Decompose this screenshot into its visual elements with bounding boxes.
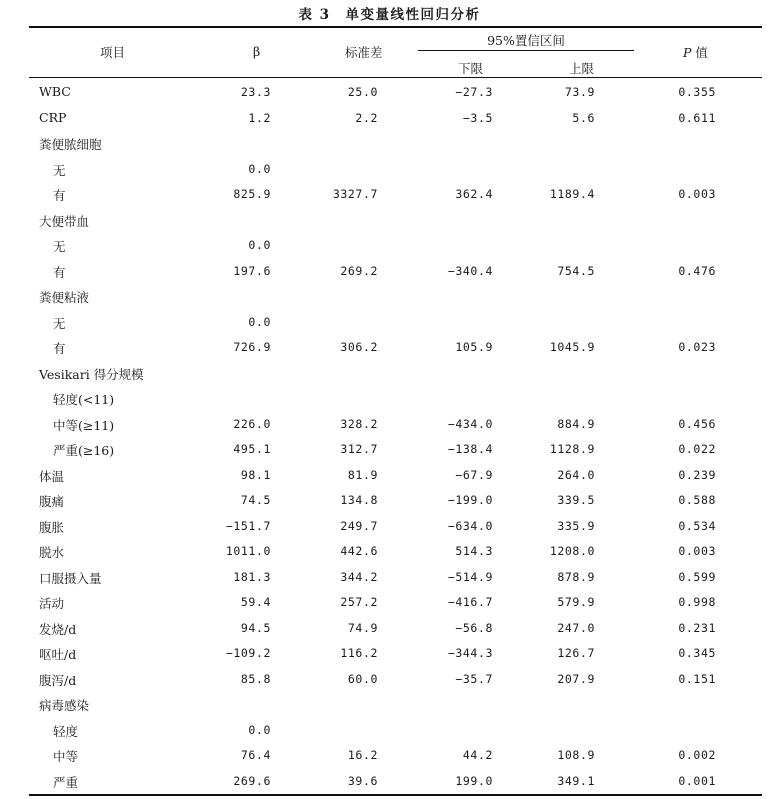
cell-beta: 23.3: [240, 85, 271, 99]
cell-upper: 579.9: [557, 595, 595, 609]
cell-lower: 362.4: [455, 187, 493, 201]
cell-beta: 0.0: [248, 161, 271, 176]
cell-lower: −344.3: [447, 646, 493, 660]
cell-se: 312.7: [340, 442, 378, 456]
row-label: 腹胀: [39, 519, 65, 535]
cell-beta: 1.2: [248, 110, 271, 125]
row-label: 严重(≥16): [53, 443, 115, 458]
cell-p: 0.022: [678, 442, 716, 456]
table-top-rule: [29, 26, 762, 28]
row-label: 口服摄入量: [39, 570, 102, 586]
cell-lower: 514.3: [455, 544, 493, 558]
row-label: 大便带血: [39, 213, 90, 229]
cell-se: 257.2: [340, 595, 378, 609]
cell-lower: −340.4: [447, 263, 493, 278]
cell-upper: 1208.0: [549, 544, 595, 558]
cell-beta: 94.5: [240, 620, 271, 635]
cell-beta: 74.5: [240, 493, 271, 507]
header-p-letter: P: [683, 45, 692, 60]
row-label: 轻度(<11): [53, 392, 115, 407]
cell-se: 269.2: [340, 263, 378, 278]
cell-lower: −67.9: [455, 467, 493, 482]
row-label: 无: [53, 315, 66, 331]
cell-lower: 44.2: [462, 748, 493, 762]
header-p-value: [683, 43, 708, 61]
cell-se: 2.2: [355, 110, 378, 125]
row-label: 无: [53, 239, 66, 254]
header-p-suffix: 值: [695, 45, 708, 60]
cell-upper: 73.9: [564, 85, 595, 99]
header-item: 项目: [100, 45, 126, 60]
cell-lower: −35.7: [455, 671, 493, 686]
cell-beta: 59.4: [240, 595, 271, 609]
cell-beta: 0.0: [248, 238, 271, 252]
cell-se: 74.9: [347, 620, 378, 635]
cell-p: 0.534: [678, 518, 716, 533]
cell-upper: 335.9: [557, 518, 595, 533]
cell-beta: 1011.0: [225, 544, 271, 558]
cell-upper: 247.0: [557, 620, 595, 635]
cell-upper: 878.9: [557, 569, 595, 584]
cell-upper: 754.5: [557, 263, 595, 278]
cell-lower: −434.0: [447, 416, 493, 431]
row-label: 发烧/d: [39, 621, 77, 637]
row-label: 体温: [39, 468, 65, 484]
cell-upper: 884.9: [557, 416, 595, 431]
cell-upper: 339.5: [557, 493, 595, 507]
cell-p: 0.003: [678, 187, 716, 201]
row-label: 轻度: [53, 723, 79, 739]
header-upper: 上限: [569, 61, 595, 76]
cell-beta: 98.1: [240, 467, 271, 482]
cell-beta: 181.3: [233, 569, 271, 584]
cell-beta: 0.0: [248, 722, 271, 737]
cell-lower: −514.9: [447, 569, 493, 584]
cell-p: 0.023: [678, 340, 716, 354]
cell-upper: 1189.4: [549, 187, 595, 201]
header-beta: β: [253, 44, 261, 59]
row-label: 病毒感染: [39, 698, 90, 713]
cell-beta: 495.1: [233, 442, 271, 456]
cell-p: 0.001: [678, 773, 716, 788]
cell-se: 442.6: [340, 544, 378, 558]
header-std-dev: 标准差: [345, 45, 383, 60]
cell-se: 60.0: [347, 671, 378, 686]
row-label: 中等: [53, 749, 79, 764]
cell-lower: −634.0: [447, 518, 493, 533]
cell-upper: 349.1: [557, 773, 595, 788]
cell-se: 3327.7: [332, 187, 378, 201]
row-label: 脱水: [39, 545, 65, 560]
row-label: 严重: [53, 774, 79, 790]
cell-beta: 226.0: [233, 416, 271, 431]
cell-p: 0.998: [678, 595, 716, 609]
cell-p: 0.239: [678, 467, 716, 482]
row-label: 有: [53, 264, 66, 280]
cell-beta: −151.7: [225, 518, 271, 533]
row-label: 粪便粘液: [39, 290, 90, 305]
cell-p: 0.588: [678, 493, 716, 507]
cell-beta: 0.0: [248, 314, 271, 329]
cell-p: 0.355: [678, 85, 716, 99]
cell-beta: −109.2: [225, 646, 271, 660]
cell-lower: −27.3: [455, 85, 493, 99]
header-lower: 下限: [458, 61, 484, 76]
row-label: Vesikari 得分规模: [39, 366, 144, 382]
cell-p: 0.003: [678, 544, 716, 558]
cell-beta: 85.8: [240, 671, 271, 686]
cell-beta: 197.6: [233, 263, 271, 278]
cell-beta: 726.9: [233, 340, 271, 354]
row-label: 呕吐/d: [39, 647, 77, 662]
cell-p: 0.476: [678, 263, 716, 278]
cell-p: 0.456: [678, 416, 716, 431]
cell-upper: 126.7: [557, 646, 595, 660]
cell-se: 306.2: [340, 340, 378, 354]
table-bottom-rule: [29, 794, 762, 796]
cell-p: 0.002: [678, 748, 716, 762]
cell-se: 25.0: [347, 85, 378, 99]
row-label: 活动: [39, 596, 65, 611]
cell-se: 249.7: [340, 518, 378, 533]
cell-lower: −138.4: [447, 442, 493, 456]
cell-upper: 1045.9: [549, 340, 595, 354]
cell-lower: −56.8: [455, 620, 493, 635]
row-label: 腹泻/d: [39, 672, 77, 688]
row-label: 中等(≥11): [53, 417, 115, 433]
cell-beta: 269.6: [233, 773, 271, 788]
cell-lower: −3.5: [462, 110, 493, 125]
cell-se: 344.2: [340, 569, 378, 584]
ci-span-rule: [418, 50, 634, 51]
cell-se: 39.6: [347, 773, 378, 788]
row-label: CRP: [39, 109, 67, 125]
cell-beta: 76.4: [240, 748, 271, 762]
cell-se: 116.2: [340, 646, 378, 660]
table-caption: 表 3 单变量线性回归分析: [298, 7, 481, 23]
cell-se: 134.8: [340, 493, 378, 507]
header-ci: 95%置信区间: [487, 33, 565, 48]
cell-p: 0.599: [678, 569, 716, 584]
cell-se: 16.2: [347, 748, 378, 762]
row-label: 腹痛: [39, 494, 65, 509]
cell-lower: 105.9: [455, 340, 493, 354]
cell-upper: 108.9: [557, 748, 595, 762]
cell-se: 328.2: [340, 416, 378, 431]
cell-beta: 825.9: [233, 187, 271, 201]
cell-se: 81.9: [347, 467, 378, 482]
cell-lower: 199.0: [455, 773, 493, 788]
cell-lower: −199.0: [447, 493, 493, 507]
row-label: 粪便脓细胞: [39, 137, 102, 152]
cell-p: 0.231: [678, 620, 716, 635]
cell-upper: 1128.9: [549, 442, 595, 456]
cell-upper: 264.0: [557, 467, 595, 482]
cell-upper: 5.6: [572, 110, 595, 125]
row-label: 有: [53, 188, 66, 203]
row-label: 有: [53, 341, 66, 356]
cell-p: 0.611: [678, 110, 716, 125]
cell-p: 0.345: [678, 646, 716, 660]
cell-upper: 207.9: [557, 671, 595, 686]
cell-p: 0.151: [678, 671, 716, 686]
row-label: 无: [53, 162, 66, 178]
cell-lower: −416.7: [447, 595, 493, 609]
row-label: WBC: [39, 84, 71, 99]
header-bottom-rule: [29, 77, 762, 78]
